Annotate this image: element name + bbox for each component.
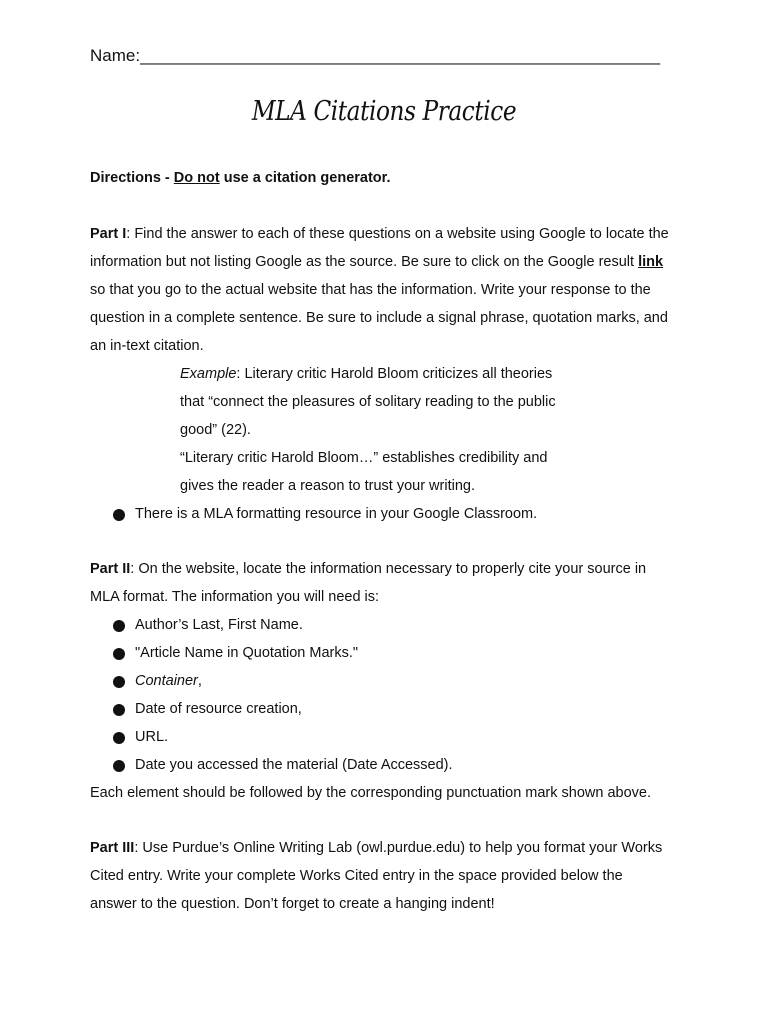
bullet-icon <box>113 704 125 716</box>
part3-line2: Cited entry. Write your complete Works Cited entry in the space provided below the <box>90 868 623 884</box>
bullet-icon <box>113 732 125 744</box>
part2-line1: Part II: On the website, locate the information necessary to properly cite your source in <box>90 561 647 577</box>
part3-line3: answer to the question. Don’t forget to create a hanging indent! <box>90 896 495 912</box>
list-item-article-name: "Article Name in Quotation Marks." <box>135 645 359 661</box>
list-item-author: Author’s Last, First Name. <box>135 617 303 633</box>
bullet-icon <box>113 620 125 632</box>
bullet-icon <box>113 509 125 521</box>
part1-line2: information but not listing Google as the source. Be sure to click on the Google result link <box>90 254 664 270</box>
directions-label: Directions - <box>90 170 170 186</box>
list-item-date-accessed: Date you accessed the material (Date Accessed). <box>135 757 453 773</box>
part2-closing: Each element should be followed by the corresponding punctuation mark shown above. <box>90 785 652 801</box>
directions-text: use a citation generator. <box>223 170 391 186</box>
bullet-icon <box>113 676 125 688</box>
example-line1: Example: Literary critic Harold Bloom criticizes all theories <box>180 366 553 382</box>
part2-line2: MLA format. The information you will need is: <box>90 589 380 605</box>
directions-do-not: Do not <box>173 170 220 186</box>
part1-label: Part I <box>90 226 127 242</box>
part1-line4: question in a complete sentence. Be sure to include a signal phrase, quotation marks, and <box>90 310 668 326</box>
bullet-icon <box>113 648 125 660</box>
page-title: MLA Citations Practice <box>251 96 517 127</box>
part1-bullet-text: There is a MLA formatting resource in your Google Classroom. <box>135 506 538 522</box>
example-line3: good” (22). <box>180 422 251 438</box>
link-word: link <box>638 254 664 270</box>
part1-line3: so that you go to the actual website that has the information. Write your response to the <box>90 282 651 298</box>
part3-line1: Part III: Use Purdue’s Online Writing Lab (owl.purdue.edu) to help you format your Works <box>90 840 663 856</box>
directions <box>90 164 391 192</box>
list-item-date-created: Date of resource creation, <box>135 701 302 717</box>
part1-line1: Part I: Find the answer to each of these questions on a website using Google to locate the <box>90 226 669 242</box>
example-line5: gives the reader a reason to trust your writing. <box>180 478 475 494</box>
part2-label: Part II <box>90 561 131 577</box>
list-item-container: Container, <box>135 673 202 689</box>
part3-label: Part III <box>90 840 135 856</box>
name-field-label: Name:_______________________________________________________ <box>90 46 661 65</box>
bullet-icon <box>113 760 125 772</box>
part1-line5: an in-text citation. <box>90 338 204 354</box>
example-label: Example <box>180 366 237 382</box>
list-item-url: URL. <box>135 729 169 745</box>
example-line2: that “connect the pleasures of solitary reading to the public <box>180 394 556 410</box>
example-line4: “Literary critic Harold Bloom…” establishes credibility and <box>180 450 548 466</box>
